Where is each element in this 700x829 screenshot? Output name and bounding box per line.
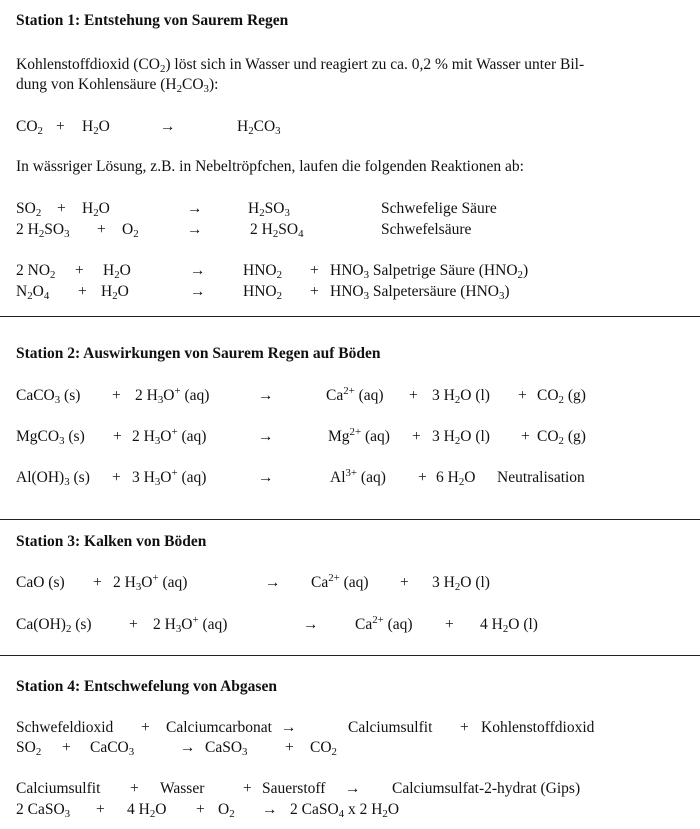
term: $HNO_3$ Salpetersäure $(HNO_3)$: [330, 283, 510, 302]
term: 3 $H_2O$ (l): [432, 574, 490, 593]
plus: +: [412, 428, 421, 445]
arrow-icon: →: [258, 428, 274, 445]
term: $HNO_2$: [243, 262, 283, 281]
plus: +: [310, 262, 319, 279]
plus: +: [196, 801, 205, 818]
arrow-icon: →: [281, 719, 297, 736]
label: Neutralisation: [497, 469, 585, 486]
arrow-icon: →: [187, 200, 203, 217]
arrow-icon: →: [345, 780, 361, 797]
term: CaCO$_3$ (s): [16, 387, 81, 406]
equation-h2so3: [0, 221, 700, 241]
equation-n2o4: [0, 283, 700, 303]
plus: +: [129, 616, 138, 633]
plus: +: [310, 283, 319, 300]
equation-words-2: [0, 780, 700, 800]
term: $Mg^{2+}$ (aq): [328, 426, 390, 445]
term: $CO_2$: [16, 118, 43, 137]
divider: [0, 519, 700, 520]
plus: +: [243, 780, 252, 797]
plus: +: [521, 428, 530, 445]
term: 3 $H_2O$ (l): [432, 387, 490, 406]
term: Calciumsulfit: [348, 719, 433, 736]
term: $HNO_2$: [243, 283, 283, 302]
term: $Al(OH)_3$ (s): [16, 469, 90, 488]
plus: +: [112, 469, 121, 486]
station-1-paragraph-line-2: dung von Kohlensäure $(H_2CO_3)$:: [16, 76, 219, 95]
term: Calciumsulfat-2-hydrat (Gips): [392, 780, 581, 797]
plus: +: [141, 719, 150, 736]
station-3-title: Station 3: Kalken von Böden: [16, 533, 207, 550]
divider: [0, 655, 700, 656]
label: Schwefelige Säure: [381, 200, 497, 217]
arrow-icon: →: [258, 387, 274, 404]
plus: +: [460, 719, 469, 736]
term: $H_2O$: [82, 200, 110, 219]
plus: +: [130, 780, 139, 797]
term: CaO (s): [16, 574, 65, 591]
term: CaSO$_3$: [205, 739, 248, 758]
plus: +: [56, 118, 65, 135]
term: 2 $H_2SO_3$: [16, 221, 70, 240]
plus: +: [57, 200, 66, 217]
term: $Ca^{2+}$ (aq): [311, 572, 369, 591]
term: $Ca^{2+}$ (aq): [326, 385, 384, 404]
term: Calciumsulfit: [16, 780, 101, 797]
equation-words-1: [0, 719, 700, 739]
plus: +: [62, 739, 71, 756]
plus: +: [112, 387, 121, 404]
term: 2 $H_2SO_4$: [250, 221, 304, 240]
term: $CO_2$ (g): [537, 428, 586, 447]
term: $CO_2$ (g): [537, 387, 586, 406]
term: 2 $H_3O^+$ (aq): [153, 614, 228, 635]
equation-so2: [0, 200, 700, 220]
term: 2 $H_3O^+$ (aq): [132, 426, 207, 447]
term: $H_2SO_3$: [248, 200, 290, 219]
term: 6 $H_2O$: [436, 469, 476, 488]
plus: +: [93, 574, 102, 591]
plus: +: [75, 262, 84, 279]
term: $N_2O_4$: [16, 283, 50, 302]
plus: +: [96, 801, 105, 818]
term: $H_2O$: [103, 262, 131, 281]
equation-caco3: [0, 387, 700, 407]
plus: +: [409, 387, 418, 404]
plus: +: [285, 739, 294, 756]
term: Kohlenstoffdioxid: [481, 719, 595, 736]
term: 2 CaSO$_3$: [16, 801, 71, 820]
term: Sauerstoff: [262, 780, 326, 797]
term: 2 CaSO$_4$ x 2 $H_2O$: [290, 801, 400, 820]
equation-formula-2: [0, 801, 700, 821]
divider: [0, 316, 700, 317]
term: 2 $H_3O^+$ (aq): [135, 385, 210, 406]
plus: +: [518, 387, 527, 404]
station-1-paragraph-line-1: Kohlenstoffdioxid $(CO_2)$ löst sich in Wasser und reagiert zu ca. 0,2 % mit Wasser unter Bil-: [16, 56, 585, 75]
term: 4 $H_2O$: [127, 801, 167, 820]
plus: +: [97, 221, 106, 238]
term: Wasser: [160, 780, 205, 797]
term: $CO_2$: [310, 739, 337, 758]
term: MgCO$_3$ (s): [16, 428, 85, 447]
label: Schwefelsäure: [381, 221, 472, 238]
station-4-title: Station 4: Entschwefelung von Abgasen: [16, 678, 277, 695]
term: $SO_2$: [16, 200, 42, 219]
equation-no2: [0, 262, 700, 282]
station-1-intro: In wässriger Lösung, z.B. in Nebeltröpfchen, laufen die folgenden Reaktionen ab:: [16, 158, 524, 175]
term: $HNO_3$ Salpetrige Säure $(HNO_2)$: [330, 262, 529, 281]
term: $SO_2$: [16, 739, 42, 758]
arrow-icon: →: [258, 469, 274, 486]
plus: +: [78, 283, 87, 300]
plus: +: [445, 616, 454, 633]
term: $Al^{3+}$ (aq): [330, 467, 386, 486]
term: 4 $H_2O$ (l): [480, 616, 538, 635]
term: $H_2O$: [82, 118, 110, 137]
term: $H_2CO_3$: [237, 118, 281, 137]
plus: +: [113, 428, 122, 445]
term: 3 $H_2O$ (l): [432, 428, 490, 447]
term: 2 $NO_2$: [16, 262, 56, 281]
term: 3 $H_3O^+$ (aq): [132, 467, 207, 488]
term: $Ca(OH)_2$ (s): [16, 616, 92, 635]
plus: +: [400, 574, 409, 591]
arrow-icon: →: [180, 739, 196, 756]
station-1-title: Station 1: Entstehung von Saurem Regen: [16, 12, 289, 29]
term: Schwefeldioxid: [16, 719, 114, 736]
equation-caoh2: [0, 616, 700, 636]
arrow-icon: →: [160, 118, 176, 135]
equation-mgco3: [0, 428, 700, 448]
arrow-icon: →: [190, 262, 206, 279]
term: Calciumcarbonat: [166, 719, 272, 736]
arrow-icon: →: [190, 283, 206, 300]
arrow-icon: →: [187, 221, 203, 238]
equation-formula-1: [0, 739, 700, 759]
arrow-icon: →: [265, 574, 281, 591]
equation-cao: [0, 574, 700, 594]
term: $O_2$: [218, 801, 235, 820]
term: 2 $H_3O^+$ (aq): [113, 572, 188, 593]
arrow-icon: →: [262, 801, 278, 818]
equation-aloh3: [0, 469, 700, 489]
arrow-icon: →: [303, 616, 319, 633]
term: $Ca^{2+}$ (aq): [355, 614, 413, 633]
equation-co2-water: [0, 118, 700, 138]
station-2-title: Station 2: Auswirkungen von Saurem Regen auf Böden: [16, 345, 381, 362]
term: $O_2$: [122, 221, 139, 240]
term: CaCO$_3$: [90, 739, 135, 758]
term: $H_2O$: [101, 283, 129, 302]
plus: +: [418, 469, 427, 486]
